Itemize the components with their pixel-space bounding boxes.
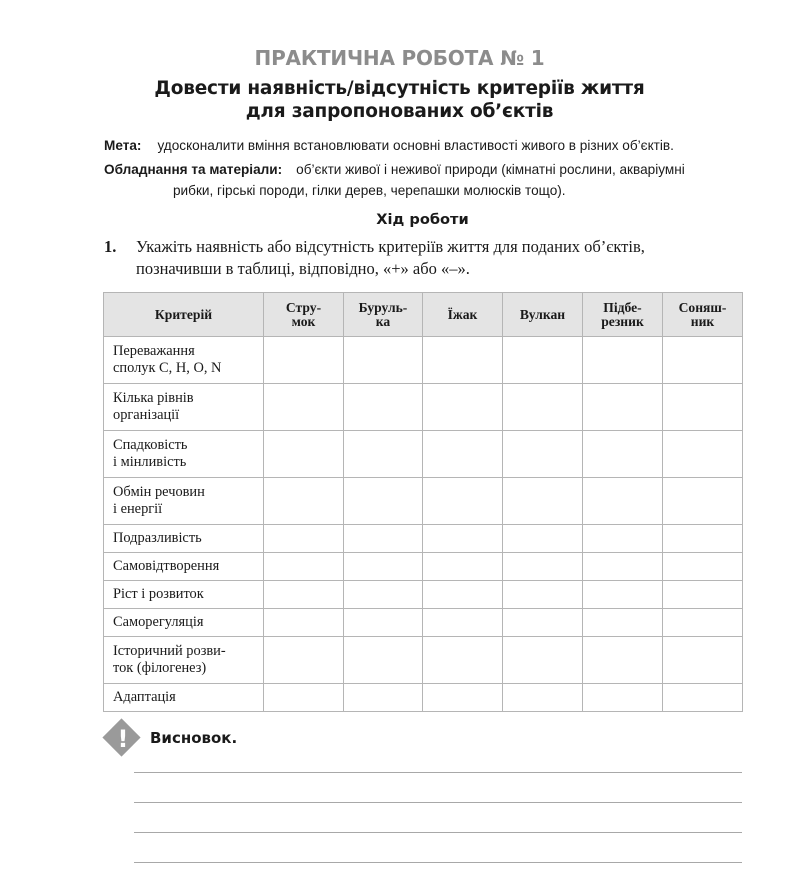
answer-cell[interactable] xyxy=(663,478,743,525)
task-text-line-2: позначивши в таблиці, відповідно, «+» або «–». xyxy=(136,259,470,278)
answer-cell[interactable] xyxy=(583,525,663,553)
answer-cell[interactable] xyxy=(264,478,344,525)
answer-cell[interactable] xyxy=(663,337,743,384)
criterion-column-header: Критерій xyxy=(104,293,264,337)
answer-cell[interactable] xyxy=(264,525,344,553)
answer-line[interactable] xyxy=(134,802,742,803)
answer-cell[interactable] xyxy=(663,684,743,712)
answer-cell[interactable] xyxy=(583,581,663,609)
table-header-row xyxy=(104,293,743,337)
answer-cell[interactable] xyxy=(264,684,344,712)
table-row xyxy=(104,384,743,431)
criterion-line: сполук C, H, O, N xyxy=(113,360,222,376)
answer-cell[interactable] xyxy=(344,431,423,478)
equipment-text-line-1: об’єкти живої і неживої природи (кімнатні рослини, акваріумні xyxy=(296,162,685,177)
criterion-line: організації xyxy=(113,407,180,423)
header-line: Стру- xyxy=(285,299,322,315)
conclusion-label: Висновок. xyxy=(150,729,238,747)
object-column-header xyxy=(423,293,503,337)
answer-cell[interactable] xyxy=(583,553,663,581)
table-row xyxy=(104,431,743,478)
answer-cell[interactable] xyxy=(663,553,743,581)
criterion-line: Спадковість xyxy=(113,437,188,453)
answer-cell[interactable] xyxy=(423,431,503,478)
worksheet-kicker: ПРАКТИЧНА РОБОТА № 1 xyxy=(254,46,545,70)
answer-line[interactable] xyxy=(134,772,742,773)
answer-cell[interactable] xyxy=(344,478,423,525)
equipment-label: Обладнання та матеріали: xyxy=(104,162,283,177)
criterion-cell xyxy=(104,637,264,684)
answer-cell[interactable] xyxy=(663,384,743,431)
answer-cell[interactable] xyxy=(583,431,663,478)
answer-cell[interactable] xyxy=(583,637,663,684)
object-column-header xyxy=(583,293,663,337)
answer-cell[interactable] xyxy=(663,581,743,609)
answer-cell[interactable] xyxy=(344,637,423,684)
criterion-cell xyxy=(104,431,264,478)
header-line: мок xyxy=(291,313,316,329)
criterion-line: Подразливість xyxy=(113,530,202,546)
answer-cell[interactable] xyxy=(503,431,583,478)
answer-cell[interactable] xyxy=(264,431,344,478)
page-title xyxy=(0,77,799,123)
conclusion-heading xyxy=(104,720,404,758)
answer-cell[interactable] xyxy=(344,384,423,431)
answer-cell[interactable] xyxy=(423,581,503,609)
answer-cell[interactable] xyxy=(503,637,583,684)
criterion-cell xyxy=(104,384,264,431)
answer-cell[interactable] xyxy=(344,337,423,384)
aim-text: удосконалити вміння встановлювати основні властивості живого в різних об’єктів. xyxy=(157,138,674,153)
answer-line[interactable] xyxy=(134,862,742,863)
table-row xyxy=(104,553,743,581)
criterion-cell xyxy=(104,581,264,609)
criterion-cell xyxy=(104,553,264,581)
criterion-cell xyxy=(104,478,264,525)
header-line: Підбе- xyxy=(603,299,642,315)
task-text-line-1: Укажіть наявність або відсутність критеріїв життя для поданих об’єктів, xyxy=(136,237,645,256)
answer-cell[interactable] xyxy=(423,384,503,431)
answer-cell[interactable] xyxy=(663,637,743,684)
header-line: Соняш- xyxy=(678,299,727,315)
answer-cell[interactable] xyxy=(423,553,503,581)
answer-cell[interactable] xyxy=(344,525,423,553)
answer-cell[interactable] xyxy=(503,525,583,553)
aim-label: Мета: xyxy=(104,138,142,153)
table-row xyxy=(104,525,743,553)
progress-heading: Хід роботи xyxy=(376,211,469,228)
answer-cell[interactable] xyxy=(503,337,583,384)
criterion-line: Самовідтворення xyxy=(113,558,220,574)
equipment-text-line-2: рибки, гірські породи, гілки дерев, черепашки молюсків тощо). xyxy=(173,183,566,198)
answer-cell[interactable] xyxy=(344,581,423,609)
header-line: Їжак xyxy=(447,306,478,322)
criterion-line: Обмін речовин xyxy=(113,484,205,500)
exclamation-mark: ! xyxy=(117,725,129,753)
answer-cell[interactable] xyxy=(503,553,583,581)
table-row xyxy=(104,684,743,712)
answer-cell[interactable] xyxy=(264,637,344,684)
answer-cell[interactable] xyxy=(663,431,743,478)
criterion-line: і мінливість xyxy=(113,454,187,470)
title-line-1: Довести наявність/відсутність критеріїв життя xyxy=(154,78,645,99)
task-number: 1. xyxy=(104,237,117,256)
answer-cell[interactable] xyxy=(583,609,663,637)
answer-cell[interactable] xyxy=(264,553,344,581)
header-line: резник xyxy=(601,313,644,329)
answer-cell[interactable] xyxy=(344,553,423,581)
criterion-line: Історичний розви- xyxy=(113,643,226,659)
criterion-cell xyxy=(104,337,264,384)
table-row xyxy=(104,337,743,384)
criterion-line: Саморегуляція xyxy=(113,614,204,630)
answer-cell[interactable] xyxy=(503,684,583,712)
table-row xyxy=(104,478,743,525)
answer-cell[interactable] xyxy=(583,478,663,525)
criterion-line: Ріст і розвиток xyxy=(113,586,204,602)
criterion-cell xyxy=(104,609,264,637)
criterion-line: і енергії xyxy=(113,501,163,517)
answer-cell[interactable] xyxy=(503,609,583,637)
object-column-header xyxy=(663,293,743,337)
answer-cell[interactable] xyxy=(423,525,503,553)
criterion-line: Кілька рівнів xyxy=(113,390,194,406)
answer-cell[interactable] xyxy=(423,637,503,684)
aim-section xyxy=(104,135,749,156)
answer-cell[interactable] xyxy=(663,609,743,637)
table-row xyxy=(104,581,743,609)
answer-cell[interactable] xyxy=(264,581,344,609)
criterion-line: Адаптація xyxy=(113,689,176,705)
answer-cell[interactable] xyxy=(264,609,344,637)
answer-cell[interactable] xyxy=(503,581,583,609)
criterion-cell xyxy=(104,684,264,712)
title-line-2: для запропонованих об’єктів xyxy=(245,101,554,122)
task-1 xyxy=(104,236,754,280)
answer-cell[interactable] xyxy=(264,384,344,431)
criterion-line: Переважання xyxy=(113,343,195,359)
answer-cell[interactable] xyxy=(344,684,423,712)
answer-cell[interactable] xyxy=(423,337,503,384)
object-column-header xyxy=(264,293,344,337)
table-row xyxy=(104,609,743,637)
table-row xyxy=(104,637,743,684)
answer-line[interactable] xyxy=(134,832,742,833)
header-line: ник xyxy=(690,313,715,329)
criterion-cell xyxy=(104,525,264,553)
answer-cell[interactable] xyxy=(663,525,743,553)
answer-cell[interactable] xyxy=(583,384,663,431)
equipment-section xyxy=(104,159,749,201)
header-line: Буруль- xyxy=(358,299,408,315)
object-column-header xyxy=(344,293,423,337)
answer-cell[interactable] xyxy=(583,337,663,384)
criteria-table xyxy=(103,292,743,712)
answer-cell[interactable] xyxy=(583,684,663,712)
answer-cell[interactable] xyxy=(423,609,503,637)
answer-cell[interactable] xyxy=(423,684,503,712)
answer-cell[interactable] xyxy=(503,384,583,431)
header-line: ка xyxy=(375,313,391,329)
answer-cell[interactable] xyxy=(264,337,344,384)
answer-cell[interactable] xyxy=(503,478,583,525)
object-column-header xyxy=(503,293,583,337)
criterion-line: ток (філогенез) xyxy=(113,660,207,676)
answer-cell[interactable] xyxy=(423,478,503,525)
answer-cell[interactable] xyxy=(344,609,423,637)
header-line: Вулкан xyxy=(519,306,566,322)
